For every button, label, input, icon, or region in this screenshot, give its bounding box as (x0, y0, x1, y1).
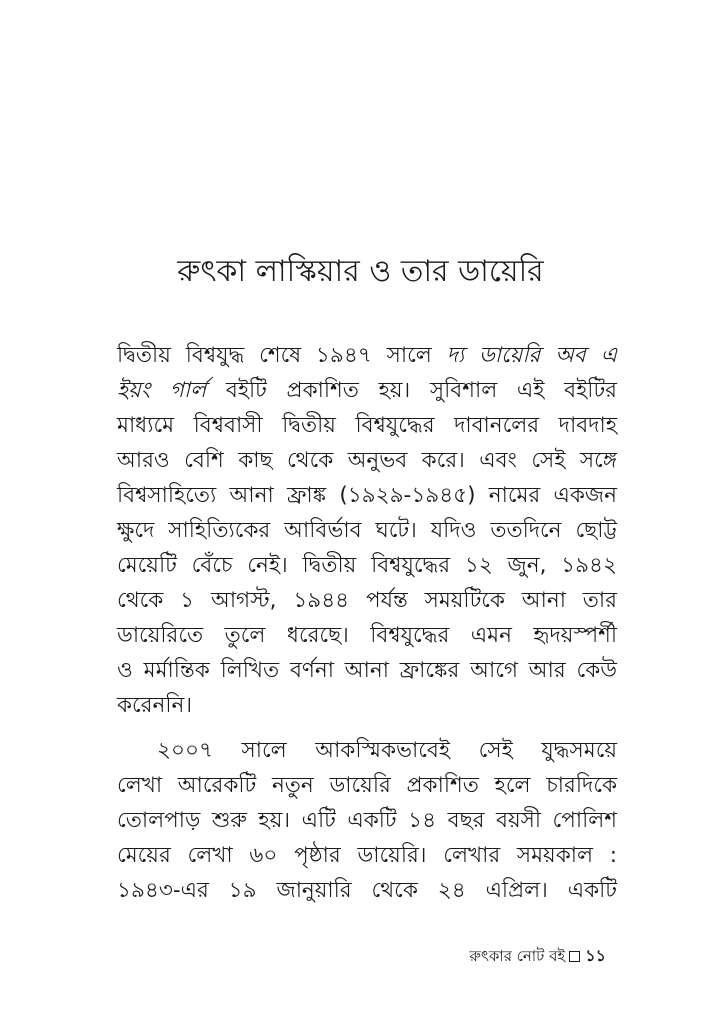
hollow-square-icon (569, 951, 580, 962)
text-segment: থেকে ১ আগস্ট, ১৯৪৪ পর্যন্ত সময়টিকে আনা তার (117, 588, 617, 613)
text-line (117, 688, 617, 723)
text-line (117, 838, 617, 873)
chapter-title: রুৎকা লাস্কিয়ার ও তার ডায়েরি (177, 254, 544, 289)
text-line (117, 733, 617, 768)
text-segment: মাধ্যমে বিশ্ববাসী দ্বিতীয় বিশ্বযুদ্ধের দাবানলের দাবদাহ (117, 413, 617, 438)
text-line (117, 373, 617, 408)
text-segment: ও মর্মান্তিক লিখিত বর্ণনা আনা ফ্রাঙ্কের আগে আর কেউ (117, 658, 617, 683)
page-footer (469, 944, 606, 968)
text-segment: দ্বিতীয় বিশ্বযুদ্ধ শেষে ১৯৪৭ সালে (117, 343, 447, 368)
text-segment: মেয়ের লেখা ৬০ পৃষ্ঠার ডায়েরি। লেখার সময়কাল : (117, 843, 617, 868)
text-line (117, 443, 617, 478)
text-line (117, 478, 617, 513)
body-text (117, 338, 617, 908)
text-line (117, 873, 617, 908)
text-segment: বিশ্বসাহিত্যে আনা ফ্রাঙ্ক (১৯২৯-১৯৪৫) নামের একজন (117, 483, 617, 508)
text-segment: মেয়েটি বেঁচে নেই। দ্বিতীয় বিশ্বযুদ্ধের ১২ জুন, ১৯৪২ (117, 553, 617, 578)
text-segment: আরও বেশি কাছ থেকে অনুভব করে। এবং সেই সঙ্গে (117, 448, 617, 473)
paragraph (117, 338, 617, 723)
text-line (117, 338, 617, 373)
text-segment: বইটি প্রকাশিত হয়। সুবিশাল এই বইটির (206, 378, 617, 403)
text-line (117, 803, 617, 838)
text-segment: ২০০৭ সালে আকস্মিকভাবেই সেই যুদ্ধসময়ে (157, 738, 617, 763)
text-line (117, 768, 617, 803)
text-segment: করেননি। (117, 693, 193, 718)
page-number: ১১ (585, 946, 606, 965)
text-line (117, 408, 617, 443)
book-title-italic: ইয়ং গার্ল (117, 378, 207, 403)
paragraph (117, 733, 617, 908)
text-segment: তোলপাড় শুরু হয়। এটি একটি ১৪ বছর বয়সী পোলিশ (117, 808, 617, 833)
text-segment: ১৯৪৩-এর ১৯ জানুয়ারি থেকে ২৪ এপ্রিল। একটি (117, 878, 617, 903)
running-title: রুৎকার নোট বই (469, 947, 566, 965)
paragraph-gap (117, 723, 617, 733)
text-segment: ক্ষুদে সাহিত্যিকের আবির্ভাব ঘটে। যদিও ততদিনে ছোট্ট (117, 518, 617, 543)
text-line (117, 583, 617, 618)
text-line (117, 653, 617, 688)
text-segment: ডায়েরিতে তুলে ধরেছে। বিশ্বযুদ্ধের এমন হৃদয়স্পর্শী (117, 623, 617, 648)
book-title-italic: দ্য ডায়েরি অব এ (446, 343, 617, 368)
text-line (117, 548, 617, 583)
text-line (117, 618, 617, 653)
text-line (117, 513, 617, 548)
text-segment: লেখা আরেকটি নতুন ডায়েরি প্রকাশিত হলে চারদিকে (117, 773, 617, 798)
